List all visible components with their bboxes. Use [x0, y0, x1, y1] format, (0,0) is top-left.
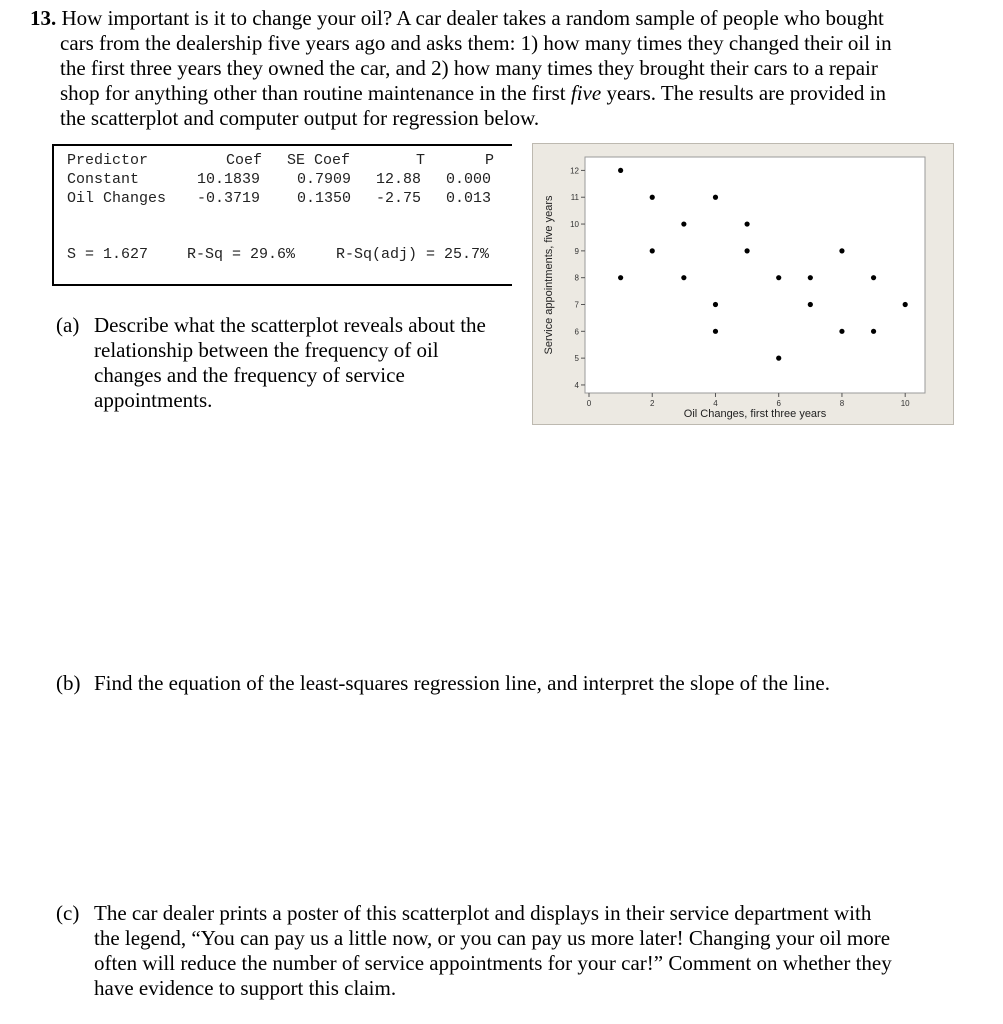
- scatter-point: [903, 302, 908, 307]
- col-predictor-header: Predictor: [67, 152, 149, 169]
- row-constant-p: 0.000: [446, 171, 492, 188]
- scatter-point: [776, 356, 781, 361]
- question-13: [30, 6, 965, 131]
- x-tick-label: 2: [650, 399, 655, 408]
- part-b: [56, 671, 976, 696]
- part-a-line-4: appointments.: [94, 388, 213, 412]
- y-tick-label: 7: [574, 300, 579, 310]
- scatter-point: [776, 275, 781, 280]
- y-tick-label: 8: [574, 273, 579, 283]
- x-tick-label: 4: [713, 399, 718, 408]
- scatter-point: [713, 329, 718, 334]
- row-oil-coef: -0.3719: [197, 190, 261, 207]
- x-axis: [587, 393, 910, 408]
- row-oil-p: 0.013: [446, 190, 492, 207]
- row-oil-label: Oil Changes: [67, 190, 167, 207]
- scatter-point: [713, 302, 718, 307]
- scatter-point: [808, 302, 813, 307]
- scatter-point: [650, 195, 655, 200]
- row-oil-secoef: 0.1350: [297, 190, 352, 207]
- question-line-4: shop for anything other than routine maintenance in the first five years. The results are provided in: [60, 81, 886, 105]
- scatter-point: [618, 168, 623, 173]
- y-tick-label: 11: [570, 193, 579, 203]
- x-tick-label: 6: [776, 399, 781, 408]
- part-a: [56, 313, 526, 413]
- scatter-point: [871, 329, 876, 334]
- row-constant-secoef: 0.7909: [297, 171, 352, 188]
- regression-output: [52, 144, 512, 286]
- row-constant-t: 12.88: [376, 171, 422, 188]
- plot-area: [585, 157, 925, 393]
- stat-rsq: R-Sq = 29.6%: [187, 246, 296, 263]
- part-a-line-2: relationship between the frequency of oil: [94, 338, 439, 362]
- question-number: 13.: [30, 6, 57, 30]
- y-tick-label: 9: [574, 246, 579, 256]
- part-c-line-4: have evidence to support this claim.: [94, 976, 397, 1000]
- scatter-point: [681, 275, 686, 280]
- y-tick-label: 12: [570, 166, 579, 176]
- scatter-point: [650, 248, 655, 253]
- y-tick-label: 6: [574, 327, 579, 337]
- row-constant-coef: 10.1839: [197, 171, 261, 188]
- part-c-line-3: often will reduce the number of service appointments for your car!” Comment on whether they: [94, 951, 892, 975]
- y-tick-label: 5: [574, 354, 579, 364]
- part-c-label: (c): [56, 901, 80, 925]
- part-b-text: Find the equation of the least-squares regression line, and interpret the slope of the line.: [94, 671, 830, 695]
- question-line-2: cars from the dealership five years ago and asks them: 1) how many times they changed their oil in: [60, 31, 892, 55]
- scatterplot: [533, 144, 953, 424]
- scatter-point: [744, 248, 749, 253]
- stat-s: S = 1.627: [67, 246, 149, 263]
- part-c-line-2: the legend, “You can pay us a little now, or you can pay us more later! Changing your oil more: [94, 926, 891, 950]
- scatter-point: [744, 221, 749, 226]
- part-a-line-3: changes and the frequency of service: [94, 363, 405, 387]
- x-axis-label: Oil Changes, first three years: [683, 408, 827, 420]
- col-t-header: T: [416, 152, 426, 169]
- y-axis: [570, 166, 585, 390]
- y-tick-label: 4: [574, 380, 579, 390]
- scatter-point: [808, 275, 813, 280]
- scatter-point: [681, 221, 686, 226]
- emphasis-five: five: [570, 81, 602, 105]
- scatter-point: [713, 195, 718, 200]
- question-line-1: 13. How important is it to change your oil? A car dealer takes a random sample of people who bought: [30, 6, 884, 30]
- scatter-point: [839, 329, 844, 334]
- x-tick-label: 0: [586, 399, 592, 408]
- question-line-3: the first three years they owned the car, and 2) how many times they brought their cars to a repair: [60, 56, 878, 80]
- x-tick-label: 8: [839, 399, 845, 408]
- scatter-point: [839, 248, 844, 253]
- question-line-5: the scatterplot and computer output for regression below.: [60, 106, 540, 130]
- y-axis-label: Service appointments, five years: [543, 195, 555, 355]
- part-c-line-1: (c) The car dealer prints a poster of this scatterplot and displays in their service department with: [56, 901, 872, 925]
- row-oil-t: -2.75: [376, 190, 422, 207]
- part-b-label: (b): [56, 671, 81, 695]
- y-tick-label: 10: [570, 220, 579, 230]
- part-c: [56, 901, 986, 1001]
- col-coef-header: Coef: [226, 152, 263, 169]
- row-constant-label: Constant: [67, 171, 140, 188]
- part-a-label: (a): [56, 313, 80, 337]
- scatter-point: [871, 275, 876, 280]
- col-secoef-header: SE Coef: [287, 152, 351, 169]
- col-p-header: P: [485, 152, 495, 169]
- scatterplot-panel: [532, 143, 954, 425]
- scatter-point: [618, 275, 623, 280]
- x-tick-label: 10: [900, 399, 910, 408]
- stat-rsq-adj: R-Sq(adj) = 25.7%: [336, 246, 490, 263]
- part-a-line-1: (a) Describe what the scatterplot reveals about the: [56, 313, 486, 337]
